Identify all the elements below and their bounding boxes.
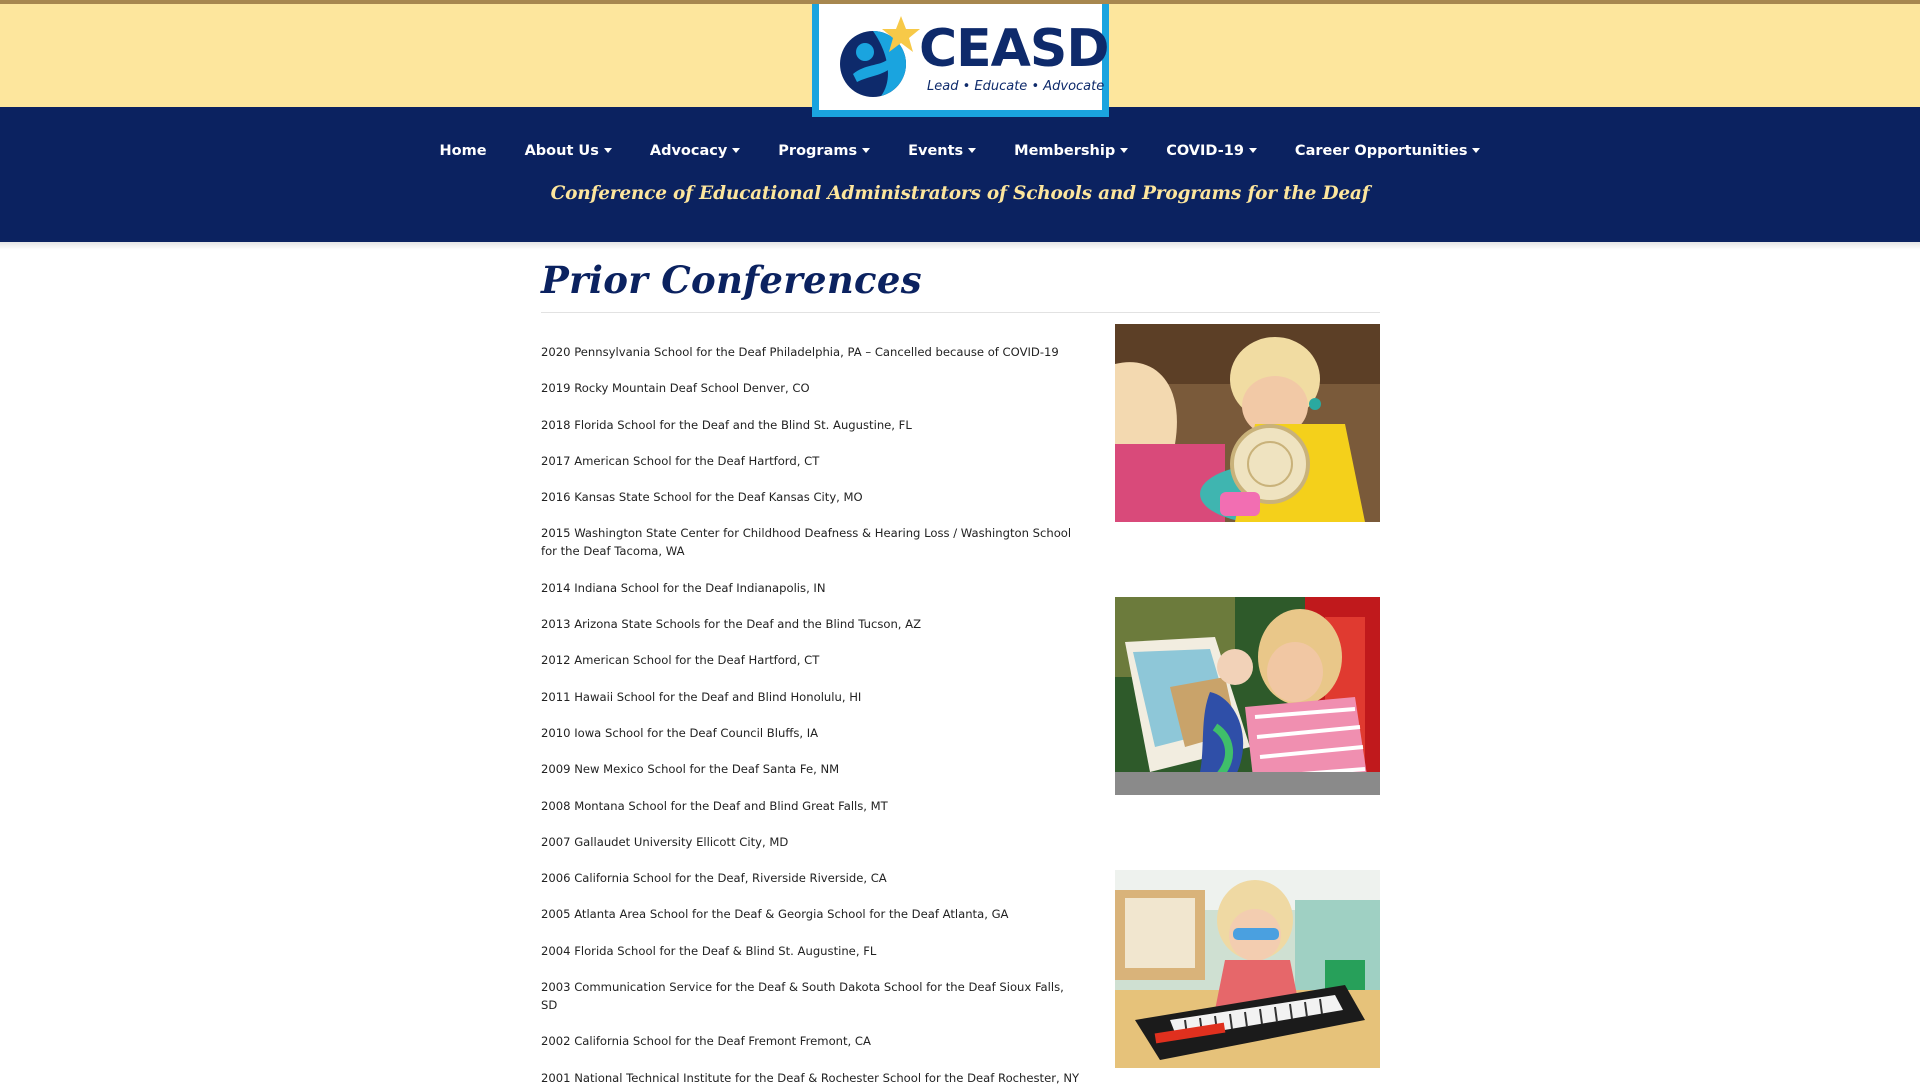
list-item: 2006 California School for the Deaf, Riverside Riverside, CA	[541, 871, 887, 886]
list-item: 2007 Gallaudet University Ellicott City, MD	[541, 834, 789, 849]
nav-item-label: Advocacy	[649, 143, 728, 159]
org-full-name: Conference of Educational Administrators of Schools and Programs for the Deaf	[550, 183, 1370, 204]
nav-item-label: Home	[439, 143, 487, 159]
list-item: 2011 Hawaii School for the Deaf and Blind Honolulu, HI	[541, 689, 862, 704]
list-item: 2014 Indiana School for the Deaf Indianapolis, IN	[541, 580, 826, 595]
caret-down-icon	[862, 148, 870, 153]
list-item: 2019 Rocky Mountain Deaf School Denver, CO	[541, 381, 810, 396]
nav-item-programs[interactable]	[759, 143, 889, 159]
list-item: 2004 Florida School for the Deaf & Blind St. Augustine, FL	[541, 943, 877, 958]
list-item: 2018 Florida School for the Deaf and the Blind St. Augustine, FL	[541, 417, 912, 432]
logo-emblem-icon	[835, 14, 921, 100]
caret-down-icon	[1472, 148, 1480, 153]
list-item: 2013 Arizona State Schools for the Deaf and the Blind Tucson, AZ	[541, 617, 922, 632]
nav-item-label: Career Opportunities	[1294, 143, 1468, 159]
nav-item-about-us[interactable]	[506, 143, 631, 159]
list-item: 2009 New Mexico School for the Deaf Santa Fe, NM	[541, 762, 840, 777]
list-item: 2012 American School for the Deaf Hartford, CT	[541, 653, 820, 668]
navbar-shadow	[0, 242, 1920, 250]
list-item: 2020 Pennsylvania School for the Deaf Philadelphia, PA – Cancelled because of COVID-19	[541, 345, 1059, 359]
list-item: 2003 Communication Service for the Deaf & South Dakota School for the Deaf Sioux Falls, SD	[541, 980, 1064, 1013]
conference-list	[541, 343, 1081, 1087]
nav-item-label: Events	[908, 143, 964, 159]
list-item: 2002 California School for the Deaf Fremont Fremont, CA	[541, 1034, 871, 1049]
caret-down-icon	[604, 148, 612, 153]
nav-menu	[0, 107, 1920, 175]
nav-item-advocacy[interactable]	[631, 143, 759, 159]
photo-child-keyboard	[1115, 870, 1380, 1068]
page-title: Prior Conferences	[541, 258, 922, 302]
nav-item-label: Programs	[778, 143, 858, 159]
site-logo-link[interactable]	[812, 4, 1109, 117]
caret-down-icon	[1249, 148, 1257, 153]
nav-item-label: About Us	[524, 143, 599, 159]
nav-item-membership[interactable]	[995, 143, 1147, 159]
main-navbar	[0, 107, 1920, 242]
list-item: 2005 Atlanta Area School for the Deaf & Georgia School for the Deaf Atlanta, GA	[541, 907, 1009, 922]
list-item: 2017 American School for the Deaf Hartford, CT	[541, 453, 820, 468]
nav-item-home[interactable]	[421, 143, 506, 159]
list-item: 2016 Kansas State School for the Deaf Kansas City, MO	[541, 490, 863, 505]
nav-item-label: Membership	[1014, 143, 1116, 159]
caret-down-icon	[968, 148, 976, 153]
list-item: 2010 Iowa School for the Deaf Council Bluffs, IA	[541, 725, 819, 740]
logo-tagline: Lead • Educate • Advocate	[927, 79, 1105, 94]
title-divider	[541, 312, 1380, 313]
list-item: 2015 Washington State Center for Childhood Deafness & Hearing Loss / Washington School for the Deaf Tacoma, WA	[541, 526, 1072, 559]
nav-item-label: COVID-19	[1166, 143, 1244, 159]
nav-item-covid-19[interactable]	[1147, 143, 1276, 159]
list-item: 2001 National Technical Institute for the Deaf & Rochester School for the Deaf Rochester, NY	[541, 1070, 1080, 1085]
photo-child-reading	[1115, 597, 1380, 795]
nav-item-career-opportunities[interactable]	[1276, 143, 1500, 159]
caret-down-icon	[732, 148, 740, 153]
list-item: 2008 Montana School for the Deaf and Blind Great Falls, MT	[541, 798, 888, 813]
nav-item-events[interactable]	[889, 143, 995, 159]
caret-down-icon	[1120, 148, 1128, 153]
logo-wordmark: CEASD	[919, 19, 1109, 79]
photo-child-playing	[1115, 324, 1380, 522]
